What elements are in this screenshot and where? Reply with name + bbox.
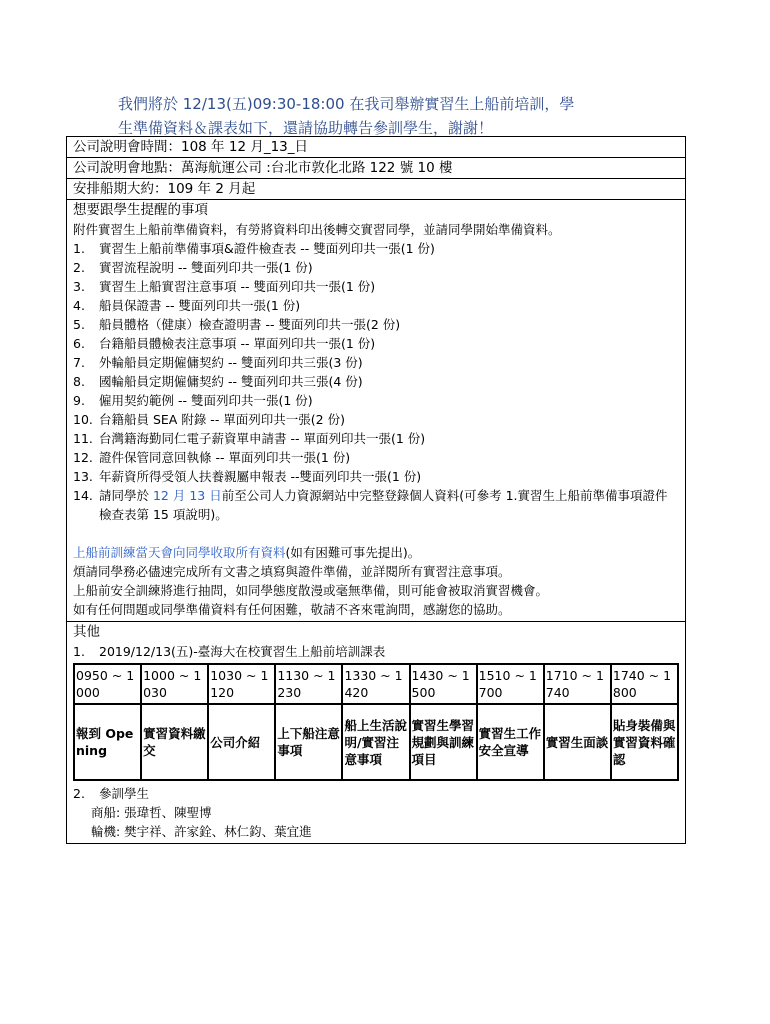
course-schedule-table bbox=[73, 663, 679, 781]
notice-line-a: 煩請同學務必儘速完成所有文書之填寫與證件準備，並詳閱所有實習注意事項。 bbox=[73, 564, 511, 579]
time-slot-cell: 1430 ~ 1500 bbox=[410, 664, 477, 704]
list-item bbox=[73, 296, 679, 315]
list-item-number: 2. bbox=[73, 260, 85, 275]
trainees-number: 2. bbox=[73, 786, 85, 801]
schedule-times-row bbox=[74, 664, 678, 704]
sailing-schedule: 安排船期大約：109 年 2 月起 bbox=[67, 179, 685, 200]
activity-cell: 實習生工作安全宣導 bbox=[477, 704, 544, 780]
deadline-date: 12 月 13 日 bbox=[152, 488, 222, 503]
list-item-number: 9. bbox=[73, 393, 85, 408]
list-item-number: 14. bbox=[73, 488, 93, 503]
list-item-text: 僱用契約範例 -- 雙面列印共一張(1 份) bbox=[99, 393, 313, 408]
list-item-text: 船員保證書 -- 雙面列印共一張(1 份) bbox=[99, 298, 301, 313]
collection-notice-rest: (如有困難可事先提出)。 bbox=[285, 545, 421, 560]
time-slot-cell: 0950 ~ 1000 bbox=[74, 664, 141, 704]
briefing-time: 公司說明會時間：108 年 12 月_13_日 bbox=[67, 137, 685, 158]
activity-cell: 實習資料繳交 bbox=[141, 704, 208, 780]
list-item-text: 實習生上船實習注意事項 -- 雙面列印共一張(1 份) bbox=[99, 279, 376, 294]
other-section bbox=[67, 622, 685, 843]
list-item bbox=[73, 239, 679, 258]
document-list bbox=[73, 239, 679, 486]
reminders-intro: 附件實習生上船前準備資料，有勞將資料印出後轉交實習同學，並請同學開始準備資料。 bbox=[73, 222, 561, 237]
item14-post: 前至公司人力資源網站中完整登錄個人資料(可參考 1.實習生上船前準備事項證件檢查表第 15 項說明)。 bbox=[99, 488, 668, 522]
list-item-text: 台籍船員 SEA 附錄 -- 單面列印共一張(2 份) bbox=[99, 412, 345, 427]
list-item-number: 13. bbox=[73, 469, 93, 484]
time-slot-cell: 1030 ~ 1120 bbox=[208, 664, 275, 704]
list-item-text: 國輪船員定期僱傭契約 -- 雙面列印共三張(4 份) bbox=[99, 374, 363, 389]
item14-pre: 請同學於 bbox=[99, 488, 153, 503]
list-item-14 bbox=[73, 486, 679, 524]
list-item-text: 實習流程說明 -- 雙面列印共一張(1 份) bbox=[99, 260, 313, 275]
list-item-text: 船員體格（健康）檢查證明書 -- 雙面列印共一張(2 份) bbox=[99, 317, 401, 332]
time-slot-cell: 1130 ~ 1230 bbox=[275, 664, 342, 704]
list-item-text: 台灣籍海勤同仁電子薪資單申請書 -- 單面列印共一張(1 份) bbox=[99, 431, 426, 446]
other-title: 其他 bbox=[73, 624, 100, 640]
reminders-section bbox=[67, 200, 685, 622]
notice-line-c: 如有任何問題或同學準備資料有任何困難，敬請不吝來電詢問，感謝您的協助。 bbox=[73, 602, 511, 617]
engine-trainees: 輪機: 樊宇祥、許家銓、林仁鈞、葉宜進 bbox=[91, 824, 312, 839]
list-item-text: 實習生上船前準備事項&證件檢查表 -- 雙面列印共一張(1 份) bbox=[99, 241, 435, 256]
list-item bbox=[73, 429, 679, 448]
list-item-text: 年薪資所得受領人扶養親屬申報表 --雙面列印共一張(1 份) bbox=[99, 469, 422, 484]
trainees-title: 參訓學生 bbox=[99, 786, 150, 801]
time-slot-cell: 1740 ~ 1800 bbox=[611, 664, 678, 704]
list-item-number: 11. bbox=[73, 431, 93, 446]
list-item bbox=[73, 334, 679, 353]
deck-trainees: 商船: 張瑋哲、陳聖博 bbox=[91, 805, 212, 820]
list-item bbox=[73, 315, 679, 334]
course-heading bbox=[73, 642, 679, 661]
notice-line-b: 上船前安全訓練將進行抽問，如同學態度散漫或毫無準備，則可能會被取消實習機會。 bbox=[73, 583, 549, 598]
list-item-number: 8. bbox=[73, 374, 85, 389]
list-item-number: 5. bbox=[73, 317, 85, 332]
list-item-number: 1. bbox=[73, 241, 85, 256]
list-item-text: 證件保管同意回執條 -- 單面列印共一張(1 份) bbox=[99, 450, 351, 465]
reminders-title: 想要跟學生提醒的事項 bbox=[73, 202, 208, 218]
time-slot-cell: 1330 ~ 1420 bbox=[342, 664, 409, 704]
list-item-number: 12. bbox=[73, 450, 93, 465]
list-item bbox=[73, 448, 679, 467]
briefing-place: 公司說明會地點：萬海航運公司 :台北市敦化北路 122 號 10 樓 bbox=[67, 158, 685, 179]
activity-cell: 上下船注意事項 bbox=[275, 704, 342, 780]
collection-notice bbox=[73, 543, 679, 562]
time-slot-cell: 1000 ~ 1030 bbox=[141, 664, 208, 704]
course-title: 2019/12/13(五)-臺海大在校實習生上船前培訓課表 bbox=[99, 644, 386, 659]
list-item bbox=[73, 258, 679, 277]
time-slot-cell: 1510 ~ 1700 bbox=[477, 664, 544, 704]
list-item bbox=[73, 391, 679, 410]
list-item-number: 10. bbox=[73, 412, 93, 427]
announcement-line-1: 我們將於 12/13(五)09:30-18:00 在我司舉辦實習生上船前培訓，學 bbox=[118, 95, 575, 113]
list-item-text: 台籍船員體檢表注意事項 -- 單面列印共一張(1 份) bbox=[99, 336, 376, 351]
activity-cell: 船上生活說明/實習注意事項 bbox=[342, 704, 409, 780]
activity-cell: 公司介紹 bbox=[208, 704, 275, 780]
list-item bbox=[73, 410, 679, 429]
list-item-number: 7. bbox=[73, 355, 85, 370]
time-slot-cell: 1710 ~ 1740 bbox=[544, 664, 611, 704]
trainees-heading bbox=[73, 784, 679, 803]
announcement-header bbox=[98, 92, 678, 140]
list-item-text: 外輪船員定期僱傭契約 -- 雙面列印共三張(3 份) bbox=[99, 355, 363, 370]
list-item bbox=[73, 467, 679, 486]
activity-cell: 實習生面談 bbox=[544, 704, 611, 780]
list-item bbox=[73, 372, 679, 391]
info-table bbox=[66, 136, 686, 844]
list-item-number: 3. bbox=[73, 279, 85, 294]
collection-notice-highlight: 上船前訓練當天會向同學收取所有資料 bbox=[73, 545, 286, 560]
list-item-text bbox=[99, 486, 679, 524]
list-item-number: 4. bbox=[73, 298, 85, 313]
activity-cell: 實習生學習規劃與訓練項目 bbox=[410, 704, 477, 780]
list-item-number: 6. bbox=[73, 336, 85, 351]
list-item bbox=[73, 277, 679, 296]
schedule-activities-row bbox=[74, 704, 678, 780]
activity-cell: 報到 Opening bbox=[74, 704, 141, 780]
course-number: 1. bbox=[73, 644, 85, 659]
activity-cell: 貼身裝備與實習資料確認 bbox=[611, 704, 678, 780]
list-item bbox=[73, 353, 679, 372]
announcement-line-2: 生準備資料＆課表如下，還請協助轉告參訓學生，謝謝！ bbox=[118, 119, 494, 137]
